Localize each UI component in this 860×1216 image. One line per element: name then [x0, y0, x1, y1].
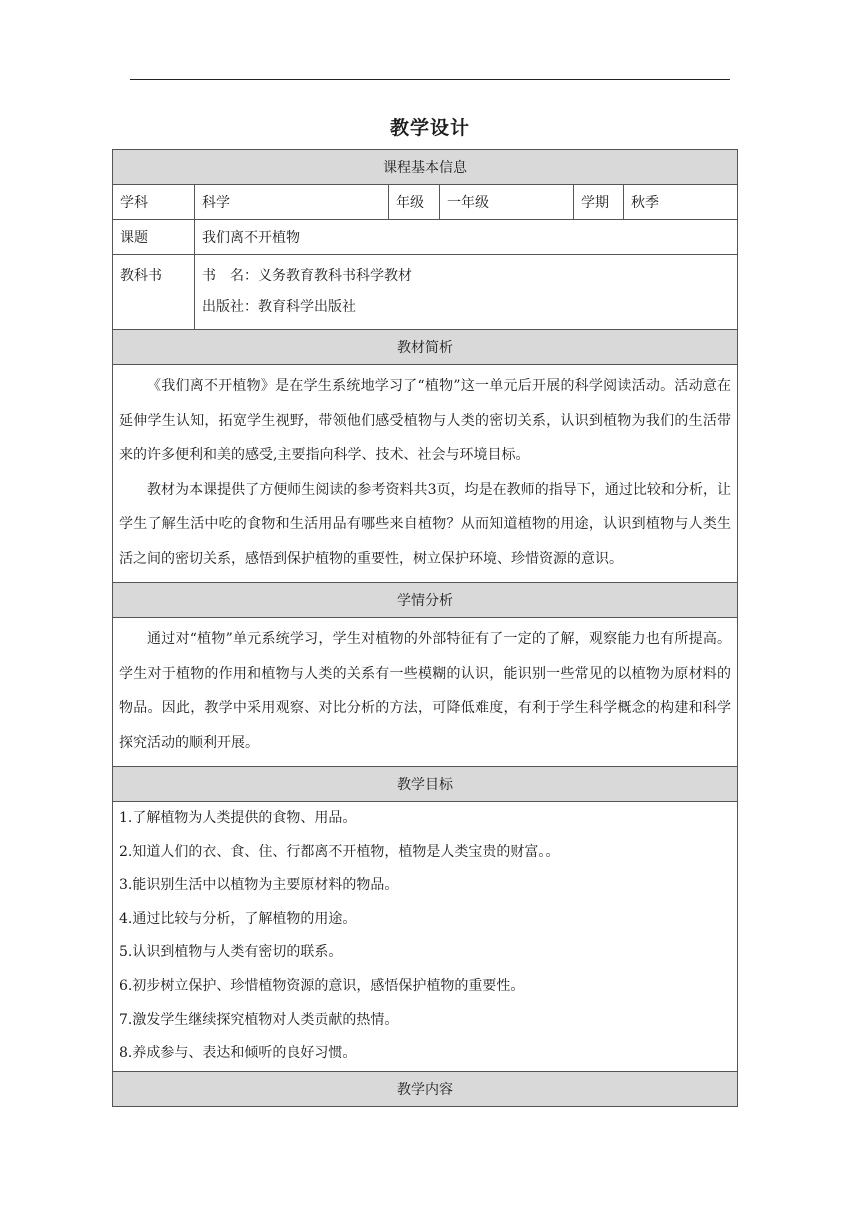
objective-item: 2.知道人们的衣、食、住、行都离不开植物，植物是人类宝贵的财富。。	[119, 843, 560, 860]
section-title: 教材简析	[113, 330, 738, 365]
topic-row	[113, 220, 738, 255]
textbook-label: 教科书	[120, 268, 162, 284]
term-label: 学期	[574, 185, 624, 220]
subject-value: 科学	[195, 185, 389, 220]
term-value: 秋季	[624, 185, 738, 220]
section-title: 教学目标	[113, 767, 738, 802]
section-title: 教学内容	[113, 1071, 738, 1106]
objective-item: 3.能识别生活中以植物为主要原材料的物品。	[119, 877, 399, 894]
student-paragraph: 通过对“植物”单元系统学习，学生对植物的外部特征有了一定的了解，观察能力也有所提高。学生对于植物的作用和植物与人类的关系有一些模糊的认识，能识别一些常见的以植物为原材料的物品。因此，教学中采用观察、对比分析的方法，可降低难度，有利于学生科学概念的构建和科学探究活动的顺利开展。	[119, 631, 732, 751]
lesson-plan-table	[112, 149, 738, 1107]
grade-label: 年级	[389, 185, 440, 220]
section-header-basic-info	[113, 150, 738, 185]
topic-label: 课题	[113, 220, 195, 255]
book-name-line: 书 名：义务教育教科书科学教材	[202, 268, 412, 284]
objective-item: 6.初步树立保护、珍惜植物资源的意识，感悟保护植物的重要性。	[119, 977, 525, 994]
subject-row	[113, 185, 738, 220]
section-header-content	[113, 1071, 738, 1106]
header-rule	[130, 79, 730, 80]
material-analysis-row	[113, 365, 738, 583]
material-paragraph: 《我们离不开植物》是在学生系统地学习了“植物”这一单元后开展的科学阅读活动。活动意在延伸学生认知，拓宽学生视野，带领他们感受植物与人类的密切关系，认识到植物为我们的生活带来的许多便利和美的感受,主要指向科学、技术、社会与环境目标。	[119, 378, 732, 463]
objective-item: 8.养成参与、表达和倾听的良好习惯。	[119, 1045, 357, 1062]
publisher-line: 出版社：教育科学出版社	[202, 299, 356, 315]
objective-item: 4.通过比较与分析，了解植物的用途。	[119, 910, 357, 927]
section-header-student-analysis	[113, 583, 738, 618]
topic-value: 我们离不开植物	[195, 220, 738, 255]
objective-item: 5.认识到植物与人类有密切的联系。	[119, 944, 343, 961]
section-title: 学情分析	[113, 583, 738, 618]
section-header-objectives	[113, 767, 738, 802]
textbook-info	[195, 255, 738, 330]
student-analysis-row	[113, 618, 738, 767]
section-title: 课程基本信息	[113, 150, 738, 185]
material-paragraph: 教材为本课提供了方便师生阅读的参考资料共3页，均是在教师的指导下，通过比较和分析，让学生了解生活中吃的食物和生活用品有哪些来自植物？从而知道植物的用途，认识到植物与人类生活之间的密切关系，感悟到保护植物的重要性，树立保护环境、珍惜资源的意识。	[119, 481, 732, 567]
section-header-material-analysis	[113, 330, 738, 365]
subject-label: 学科	[113, 185, 195, 220]
document-title: 教学设计	[389, 117, 470, 139]
objective-item: 7.激发学生继续探究植物对人类贡献的热情。	[119, 1011, 399, 1028]
objectives-row	[113, 802, 738, 1072]
grade-value: 一年级	[440, 185, 574, 220]
objective-item: 1.了解植物为人类提供的食物、用品。	[119, 810, 357, 826]
textbook-row	[113, 255, 738, 330]
